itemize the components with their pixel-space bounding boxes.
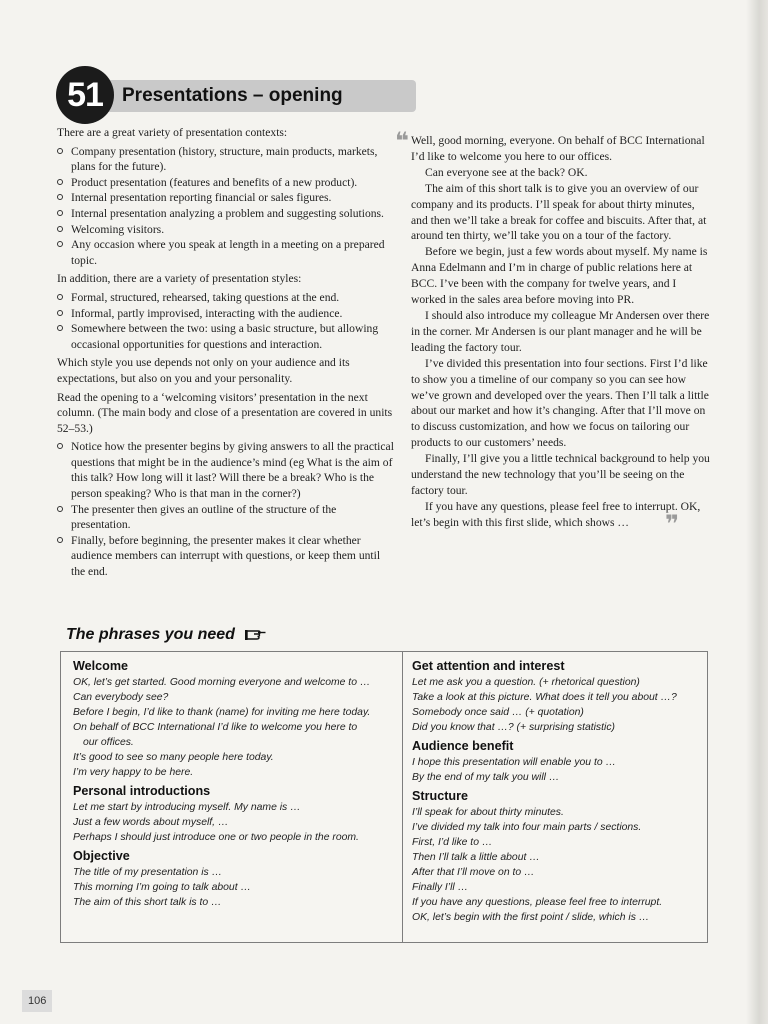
circle-bullet-icon <box>57 310 63 316</box>
phrase-line: OK, let’s begin with the first point / slide, which is … <box>412 912 650 923</box>
list-item: Finally, before beginning, the presenter makes it clear whether audience members can interrupt with questions, or keep them until the end. <box>57 533 395 580</box>
phrase-line: Just a few words about myself, … <box>73 817 229 828</box>
section-title: Structure <box>412 789 468 803</box>
presentation-transcript <box>395 127 711 538</box>
list-item: Internal presentation reporting financial or sales figures. <box>57 190 395 206</box>
unit-number-badge: 51 <box>56 66 114 124</box>
circle-bullet-icon <box>57 194 63 200</box>
phrase-line: OK, let’s get started. Good morning everyone and welcome to … <box>73 677 371 688</box>
section-title: Objective <box>73 849 130 863</box>
section-title: Welcome <box>73 659 129 673</box>
phrase-line: our offices. <box>83 737 134 748</box>
phrase-line: After that I’ll move on to … <box>412 867 535 878</box>
transcript-paragraph: I should also introduce my colleague Mr Andersen over there in the corner. Mr Andersen is our plant manager and he will be leading the factory tour. <box>411 308 710 354</box>
phrase-line: On behalf of BCC International I’d like to welcome you here to <box>73 722 358 733</box>
phrase-line: The aim of this short talk is to … <box>73 897 222 908</box>
circle-bullet-icon <box>57 179 63 185</box>
list-item: Welcoming visitors. <box>57 222 395 238</box>
transcript-paragraph: Well, good morning, everyone. On behalf of BCC International I’d like to welcome you here to our offices. <box>411 134 705 163</box>
notes-list <box>57 439 395 579</box>
phrase-section-welcome <box>73 658 397 780</box>
list-item: Any occasion where you speak at length in a meeting on a prepared topic. <box>57 237 395 268</box>
phrases-heading: The phrases you need <box>66 626 267 646</box>
read-opening-text: Read the opening to a ‘welcoming visitors’ presentation in the next column. (The main body and close of a presentation are covered in units 52–53.) <box>57 390 393 435</box>
list-item: Formal, structured, rehearsed, taking questions at the end. <box>57 290 395 306</box>
list-item: Product presentation (features and benefits of a new product). <box>57 175 395 191</box>
phrase-line: I’ll speak for about thirty minutes. <box>412 807 564 818</box>
circle-bullet-icon <box>57 241 63 247</box>
transcript-paragraph: The aim of this short talk is to give you an overview of our company and its products. I’ll speak for about thirty minutes, and then we’ll take a break for coffee and biscuits. After that, at around ten thirty, we’ll take you on a tour of the factory. <box>411 181 707 243</box>
phrase-line: First, I’d like to … <box>412 837 493 848</box>
circle-bullet-icon <box>57 210 63 216</box>
phrases-box <box>60 651 708 943</box>
circle-bullet-icon <box>57 443 63 449</box>
styles-intro: In addition, there are a variety of presentation styles: <box>57 272 302 286</box>
circle-bullet-icon <box>57 226 63 232</box>
transcript-paragraph: I’ve divided this presentation into four sections. First I’d like to show you a timeline of our company so you can see how we’ve grown and developed over the years. Then I’ll talk a little about our market and how it’s changing. After that I’ll move on to discuss customization, and how we focus on tailoring our products to our customers’ needs. <box>411 356 709 450</box>
circle-bullet-icon <box>57 325 63 331</box>
phrase-line: Before I begin, I’d like to thank (name) for inviting me here today. <box>73 707 371 718</box>
section-title: Audience benefit <box>412 739 514 753</box>
circle-bullet-icon <box>57 148 63 154</box>
phrase-line: Then I’ll talk a little about … <box>412 852 540 863</box>
transcript-paragraph-last: If you have any questions, please feel free to interrupt. OK, let’s begin with this first slide, which shows … ❞ <box>411 499 701 538</box>
phrase-line: If you have any questions, please feel free to interrupt. <box>412 897 663 908</box>
list-item: Internal presentation analyzing a problem and suggesting solutions. <box>57 206 395 222</box>
phrase-line: I hope this presentation will enable you to … <box>412 757 616 768</box>
page-number: 106 <box>28 995 47 1007</box>
phrase-line: Finally I’ll … <box>412 882 469 893</box>
phrase-line: By the end of my talk you will … <box>412 772 560 783</box>
phrase-line: Perhaps I should just introduce one or two people in the room. <box>73 832 359 843</box>
section-title: Personal introductions <box>73 784 211 798</box>
phrase-line: Somebody once said … (+ quotation) <box>412 707 584 718</box>
phrase-line: Did you know that …? (+ surprising statistic) <box>412 722 615 733</box>
section-title: Get attention and interest <box>412 659 565 673</box>
list-item: Somewhere between the two: using a basic structure, but allowing occasional opportunities for questions and interaction. <box>57 321 395 352</box>
phrase-section-audience-benefit <box>412 738 702 785</box>
transcript-paragraph: Before we begin, just a few words about myself. My name is Anna Edelmann and I’m in charge of public relations here at BCC. I’ve been with the company for twelve years, and I worked in the sales area before moving into PR. <box>411 245 708 307</box>
contexts-list <box>57 144 395 269</box>
list-item: The presenter then gives an outline of the structure of the presentation. <box>57 502 395 533</box>
phrase-section-attention <box>412 658 702 735</box>
transcript-paragraph: Finally, I’ll give you a little technical background to help you understand the new technology that you’ll be seeing on the factory tour. <box>411 452 710 497</box>
phrase-line: The title of my presentation is … <box>73 867 222 878</box>
unit-title: Presentations – opening <box>122 85 343 106</box>
style-depends-text: Which style you use depends not only on your audience and its expectations, but also on you and your personality. <box>57 356 350 385</box>
phrase-section-objective <box>73 848 397 910</box>
phrase-section-structure <box>412 788 702 925</box>
phrase-line: Can everybody see? <box>73 692 169 703</box>
circle-bullet-icon <box>57 537 63 543</box>
circle-bullet-icon <box>57 506 63 512</box>
phrase-line: Let me start by introducing myself. My name is … <box>73 802 301 813</box>
styles-list <box>57 290 395 352</box>
transcript-paragraph: Can everyone see at the back? OK. <box>425 165 588 179</box>
circle-bullet-icon <box>57 294 63 300</box>
list-item: Notice how the presenter begins by giving answers to all the practical questions that might be in the audience’s mind (eg What is the aim of this talk? How long will it last? Will there be a break? Who is the person speaking? Who is that man in the corner?) <box>57 439 395 501</box>
phrases-right-column <box>412 658 702 928</box>
phrase-line: It’s good to see so many people here today. <box>73 752 274 763</box>
list-item: Informal, partly improvised, interacting with the audience. <box>57 306 395 322</box>
left-column <box>57 125 395 583</box>
open-quote-icon: ❝ <box>395 127 410 155</box>
phrase-section-personal-introductions <box>73 783 397 845</box>
close-quote-icon: ❞ <box>665 509 680 538</box>
list-item: Company presentation (history, structure, main products, markets, plans for the future). <box>57 144 395 175</box>
phrase-line: Let me ask you a question. (+ rhetorical question) <box>412 677 640 688</box>
phrase-line: I’ve divided my talk into four main parts / sections. <box>412 822 642 833</box>
contexts-intro: There are a great variety of presentation contexts: <box>57 126 288 139</box>
pointing-hand-icon <box>245 627 267 646</box>
phrase-line: This morning I’m going to talk about … <box>73 882 251 893</box>
phrases-left-column <box>73 658 397 913</box>
column-divider <box>402 652 403 942</box>
phrase-line: I’m very happy to be here. <box>73 767 194 778</box>
page-edge-shadow <box>746 0 768 1024</box>
phrase-line: Take a look at this picture. What does it tell you about …? <box>412 692 677 703</box>
